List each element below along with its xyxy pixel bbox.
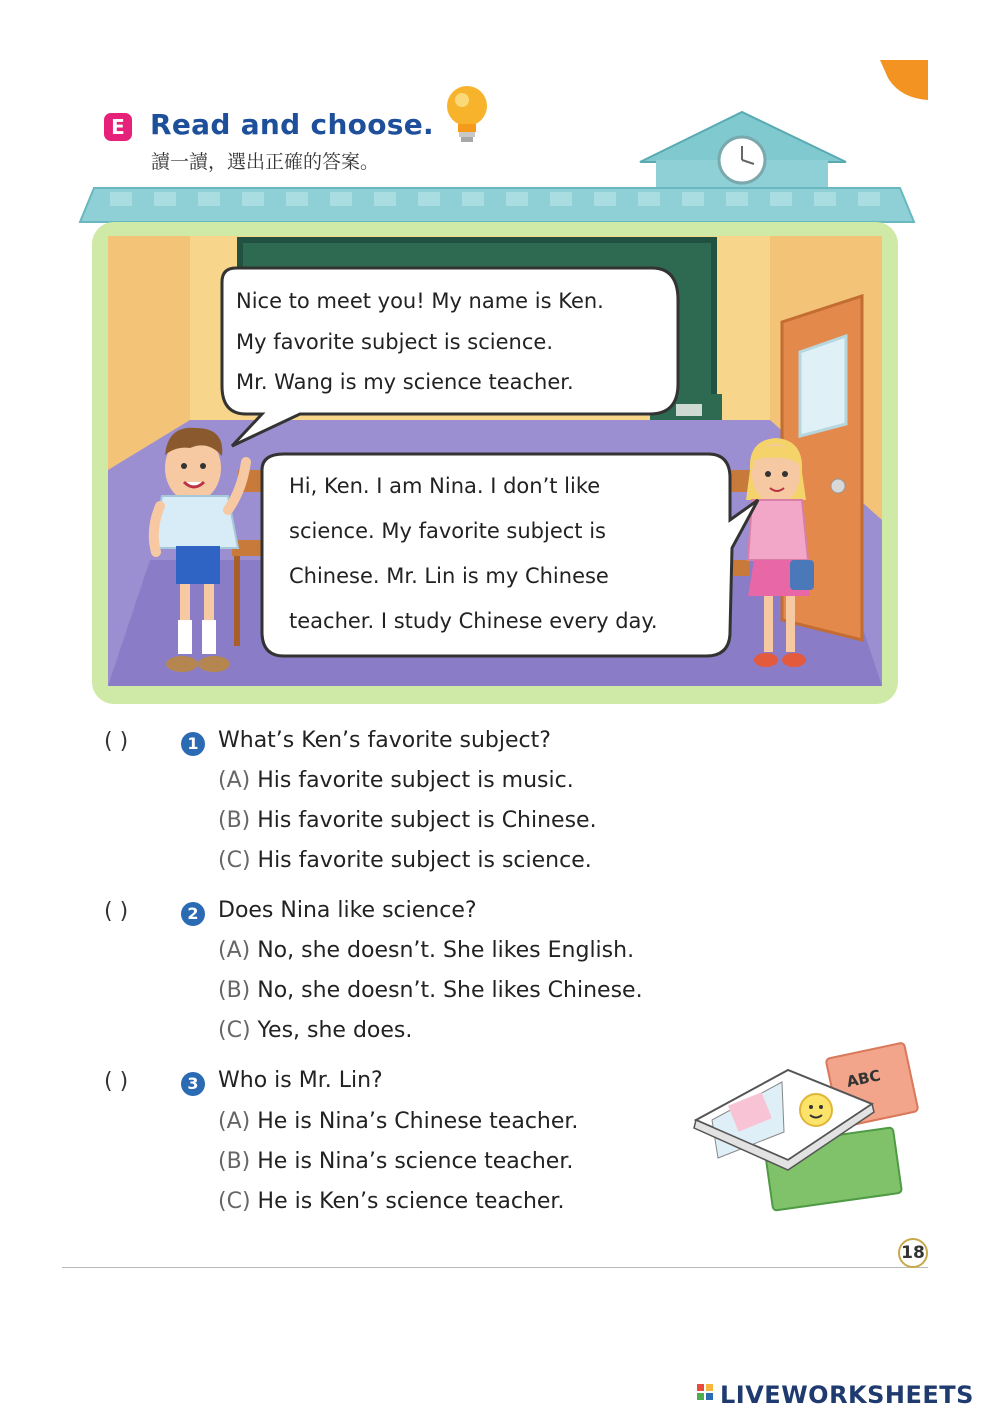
- question-text: What’s Ken’s favorite subject?: [218, 728, 551, 753]
- question-number: 2: [181, 902, 205, 926]
- books-illustration: [688, 1040, 924, 1220]
- nina-line: Chinese. Mr. Lin is my Chinese: [289, 564, 609, 588]
- nina-line: teacher. I study Chinese every day.: [289, 609, 658, 633]
- option-a[interactable]: (A) He is Nina’s Chinese teacher.: [218, 1109, 579, 1134]
- nina-speech-bubble: [289, 464, 658, 644]
- option-a[interactable]: (A) No, she doesn’t. She likes English.: [218, 938, 635, 963]
- answer-blank[interactable]: ( ): [104, 729, 129, 754]
- brand-name[interactable]: LIVEWORKSHEETS: [720, 1381, 974, 1409]
- page-title: Read and choose.: [150, 108, 434, 141]
- nina-line: science. My favorite subject is: [289, 519, 606, 543]
- page-number: 18: [898, 1238, 928, 1268]
- option-c[interactable]: (C) Yes, she does.: [218, 1018, 413, 1043]
- option-b[interactable]: (B) His favorite subject is Chinese.: [218, 808, 597, 833]
- ken-line: My favorite subject is science.: [236, 329, 553, 354]
- question-number: 3: [181, 1072, 205, 1096]
- ken-line: Nice to meet you! My name is Ken.: [236, 289, 604, 313]
- lightbulb-icon: [440, 80, 494, 146]
- option-c[interactable]: (C) He is Ken’s science teacher.: [218, 1189, 565, 1214]
- question-text: Who is Mr. Lin?: [218, 1068, 383, 1093]
- book-abc-label: ABC: [844, 1066, 883, 1091]
- option-b[interactable]: (B) No, she doesn’t. She likes Chinese.: [218, 978, 643, 1003]
- ken-line: Mr. Wang is my science teacher.: [236, 370, 574, 394]
- option-a[interactable]: (A) His favorite subject is music.: [218, 768, 574, 793]
- option-b[interactable]: (B) He is Nina’s science teacher.: [218, 1149, 574, 1174]
- answer-blank[interactable]: ( ): [104, 899, 129, 924]
- footer-divider: [62, 1267, 928, 1268]
- option-c[interactable]: (C) His favorite subject is science.: [218, 848, 592, 873]
- page-subtitle: 讀一讀，選出正確的答案。: [151, 151, 380, 173]
- section-badge: E: [104, 113, 132, 141]
- nina-line: Hi, Ken. I am Nina. I don’t like: [289, 474, 601, 498]
- clock-icon: [719, 137, 765, 183]
- corner-decoration: [880, 60, 928, 100]
- answer-blank[interactable]: ( ): [104, 1069, 129, 1094]
- ken-speech-bubble: [236, 281, 604, 403]
- question-text: Does Nina like science?: [218, 898, 477, 923]
- question-number: 1: [181, 732, 205, 756]
